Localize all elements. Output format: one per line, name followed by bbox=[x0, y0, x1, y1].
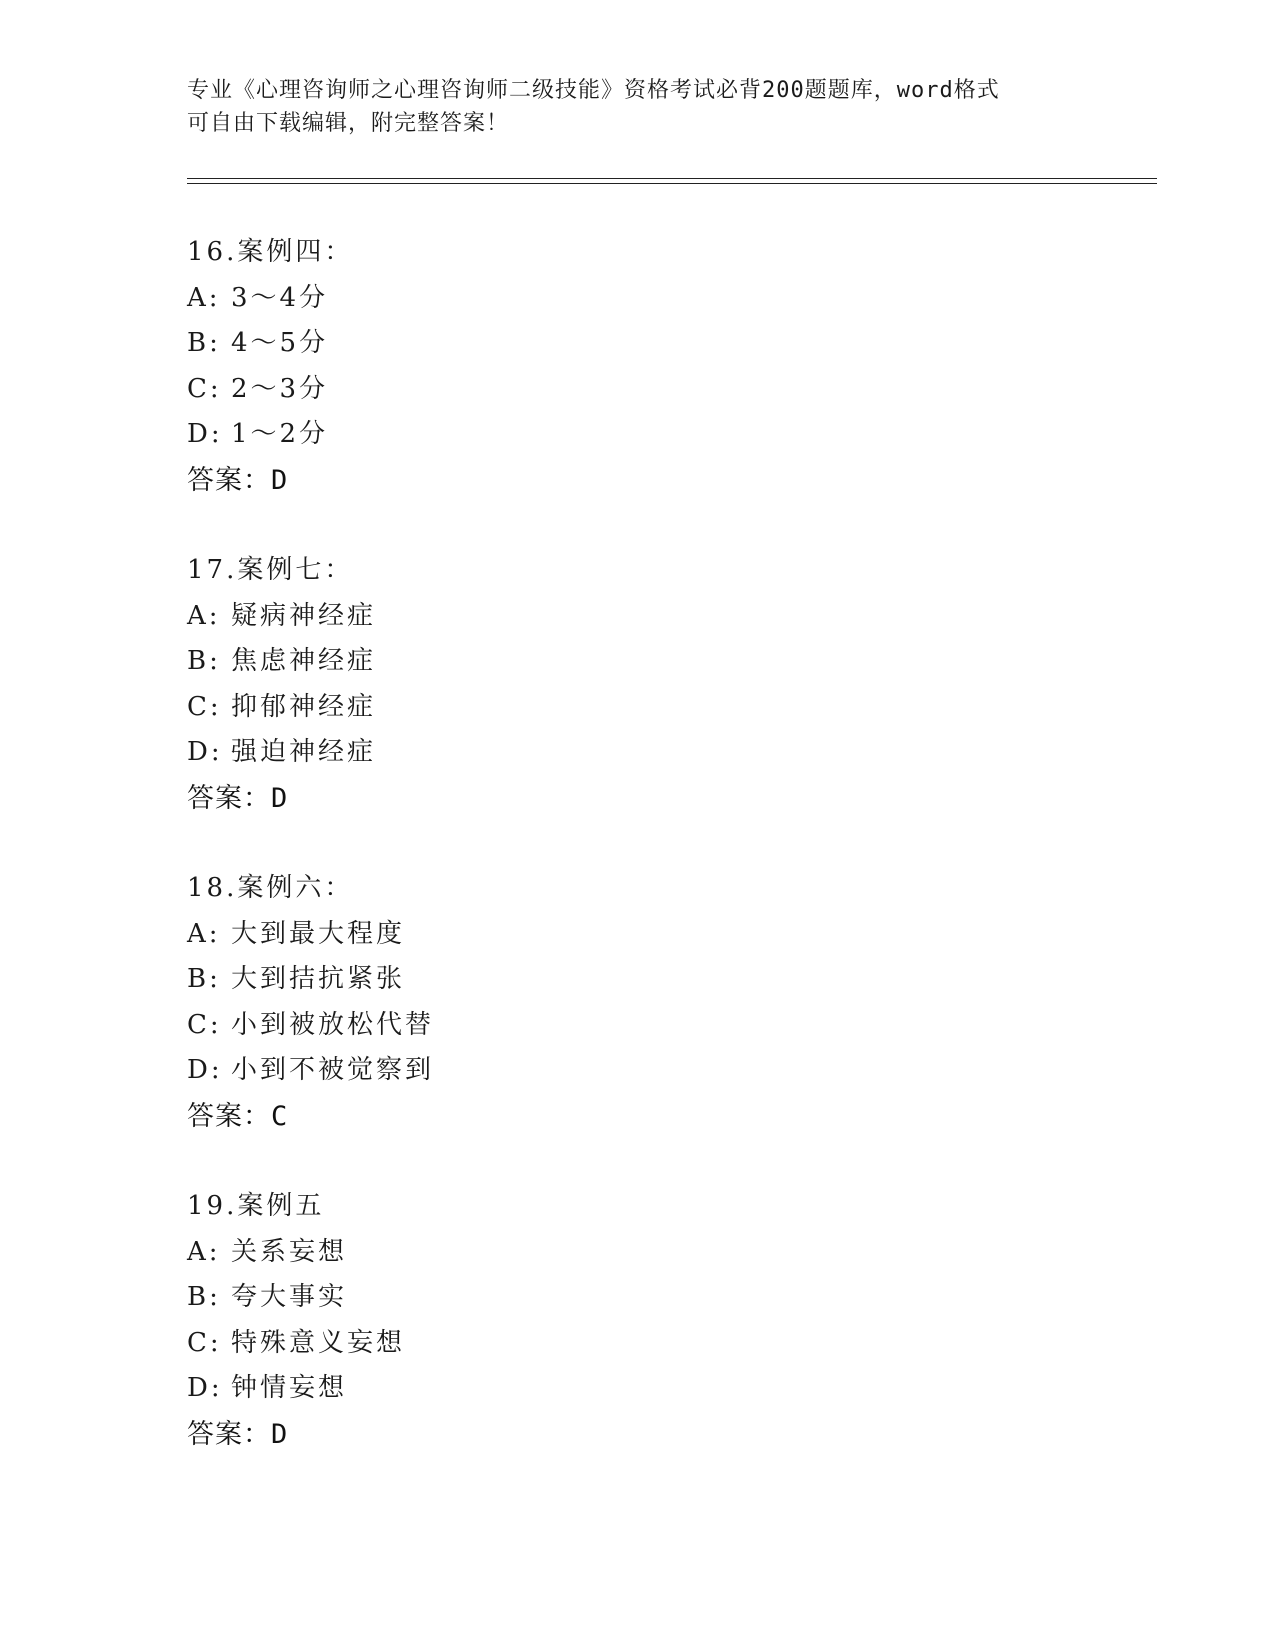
option-text: 钟情妄想 bbox=[231, 1373, 348, 1403]
option-d bbox=[187, 1366, 987, 1412]
option-key: A: bbox=[187, 600, 221, 631]
option-key: B: bbox=[187, 646, 221, 676]
option-text: 疑病神经症 bbox=[231, 600, 377, 631]
option-b bbox=[187, 321, 987, 367]
option-text: 焦虑神经症 bbox=[231, 646, 377, 676]
question-block bbox=[187, 548, 987, 821]
option-text: 1～2分 bbox=[231, 419, 329, 449]
option-text: 关系妄想 bbox=[231, 1236, 348, 1267]
header-line-2: 可自由下载编辑，附完整答案！ bbox=[187, 111, 510, 136]
option-text: 特殊意义妄想 bbox=[231, 1327, 406, 1358]
question-block bbox=[187, 866, 987, 1139]
question-title: 19.案例五 bbox=[187, 1191, 325, 1221]
option-b bbox=[187, 639, 987, 685]
option-key: D: bbox=[187, 419, 223, 449]
option-text: 夸大事实 bbox=[231, 1282, 348, 1312]
document-header bbox=[187, 74, 1087, 140]
header-line-1: 专业《心理咨询师之心理咨询师二级技能》资格考试必背200题题库，word格式 bbox=[187, 78, 1000, 103]
answer-line: 答案：D bbox=[187, 1418, 289, 1450]
option-key: A: bbox=[187, 1236, 221, 1267]
header-divider-top bbox=[187, 178, 1157, 179]
option-c bbox=[187, 367, 987, 413]
option-b bbox=[187, 957, 987, 1003]
option-text: 大到最大程度 bbox=[231, 918, 406, 949]
question-block bbox=[187, 1184, 987, 1457]
option-key: C: bbox=[187, 1327, 222, 1358]
answer-line: 答案：D bbox=[187, 464, 289, 496]
option-key: D: bbox=[187, 1373, 223, 1403]
question-title: 16.案例四： bbox=[187, 237, 354, 267]
option-key: C: bbox=[187, 373, 222, 404]
option-a bbox=[187, 1230, 987, 1276]
option-key: A: bbox=[187, 918, 221, 949]
option-key: C: bbox=[187, 1009, 222, 1040]
option-text: 抑郁神经症 bbox=[231, 691, 377, 722]
option-b bbox=[187, 1275, 987, 1321]
option-key: C: bbox=[187, 691, 222, 722]
option-key: D: bbox=[187, 1055, 223, 1085]
question-title: 17.案例七： bbox=[187, 555, 354, 585]
option-d bbox=[187, 1048, 987, 1094]
option-text: 2～3分 bbox=[231, 373, 329, 404]
option-key: B: bbox=[187, 328, 221, 358]
option-text: 强迫神经症 bbox=[231, 737, 377, 767]
option-d bbox=[187, 730, 987, 776]
option-key: D: bbox=[187, 737, 223, 767]
header-divider-bottom bbox=[187, 183, 1157, 184]
option-c bbox=[187, 685, 987, 731]
option-c bbox=[187, 1003, 987, 1049]
option-c bbox=[187, 1321, 987, 1367]
option-text: 小到被放松代替 bbox=[231, 1009, 435, 1040]
option-key: B: bbox=[187, 1282, 221, 1312]
option-a bbox=[187, 276, 987, 322]
option-key: A: bbox=[187, 282, 221, 313]
option-text: 小到不被觉察到 bbox=[231, 1055, 435, 1085]
option-a bbox=[187, 912, 987, 958]
option-text: 4～5分 bbox=[231, 328, 329, 358]
answer-line: 答案：C bbox=[187, 1100, 289, 1132]
option-text: 大到拮抗紧张 bbox=[231, 964, 406, 994]
question-title: 18.案例六： bbox=[187, 873, 354, 903]
answer-line: 答案：D bbox=[187, 782, 289, 814]
question-block bbox=[187, 230, 987, 503]
option-key: B: bbox=[187, 964, 221, 994]
option-text: 3～4分 bbox=[231, 282, 329, 313]
option-a bbox=[187, 594, 987, 640]
option-d bbox=[187, 412, 987, 458]
